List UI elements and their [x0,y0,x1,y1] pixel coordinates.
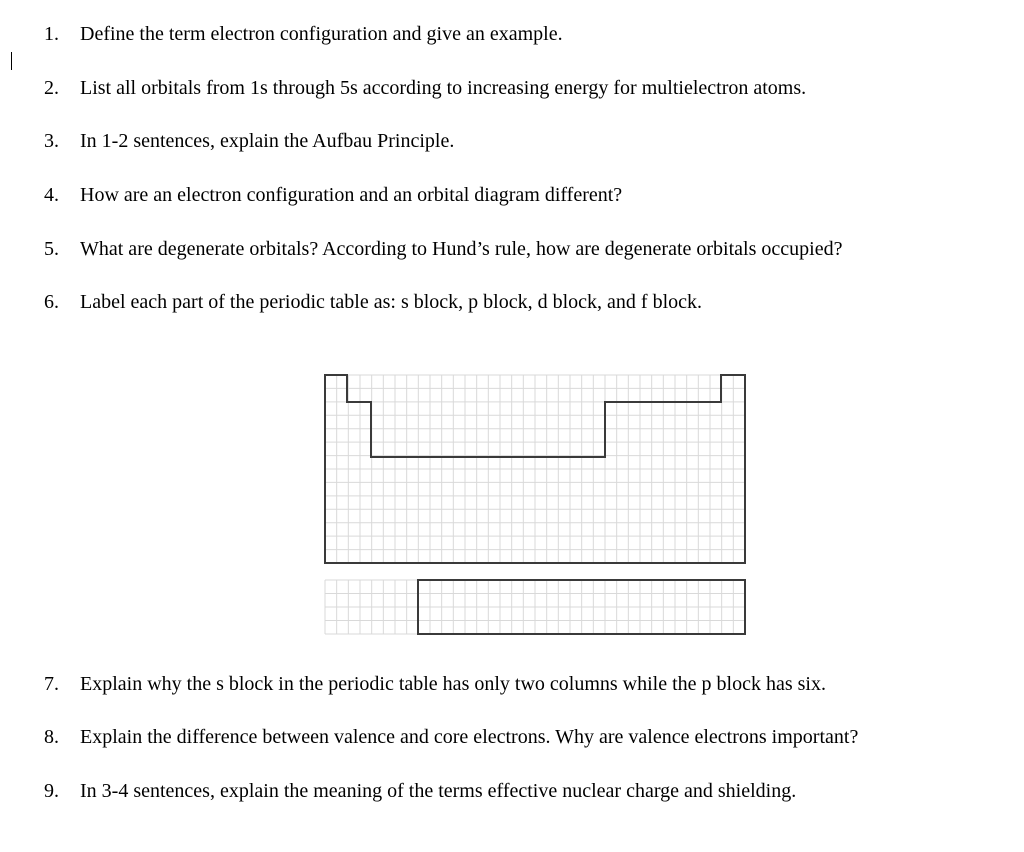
question-text: How are an electron configuration and an orbital diagram different? [80,184,623,206]
question-number: 9. [44,780,59,802]
question-9 [44,779,796,803]
question-number: 3. [44,130,59,152]
question-4 [44,183,622,207]
question-7 [44,672,826,696]
question-6 [44,290,702,314]
question-2 [44,76,806,100]
question-5 [44,237,842,261]
question-text: Explain the difference between valence and core electrons. Why are valence electrons important? [80,726,859,748]
question-text: Explain why the s block in the periodic table has only two columns while the p block has six. [80,673,826,695]
question-number: 1. [44,23,59,45]
question-number: 8. [44,726,59,748]
question-number: 6. [44,291,59,313]
grid-lines [325,375,745,634]
question-1 [44,22,563,46]
question-number: 5. [44,238,59,260]
question-number: 2. [44,77,59,99]
question-number: 7. [44,673,59,695]
text-cursor [11,52,12,70]
blank-periodic-table-diagram [318,368,758,643]
question-number: 4. [44,184,59,206]
question-text: Define the term electron configuration and give an example. [80,23,563,45]
question-8 [44,725,858,749]
question-3 [44,129,454,153]
question-text: What are degenerate orbitals? According to Hund’s rule, how are degenerate orbitals occupied? [80,238,843,260]
question-text: In 1-2 sentences, explain the Aufbau Principle. [80,130,455,152]
question-text: In 3-4 sentences, explain the meaning of the terms effective nuclear charge and shielding. [80,780,797,802]
question-text: Label each part of the periodic table as: s block, p block, d block, and f block. [80,291,703,313]
question-text: List all orbitals from 1s through 5s according to increasing energy for multielectron atoms. [80,77,807,99]
